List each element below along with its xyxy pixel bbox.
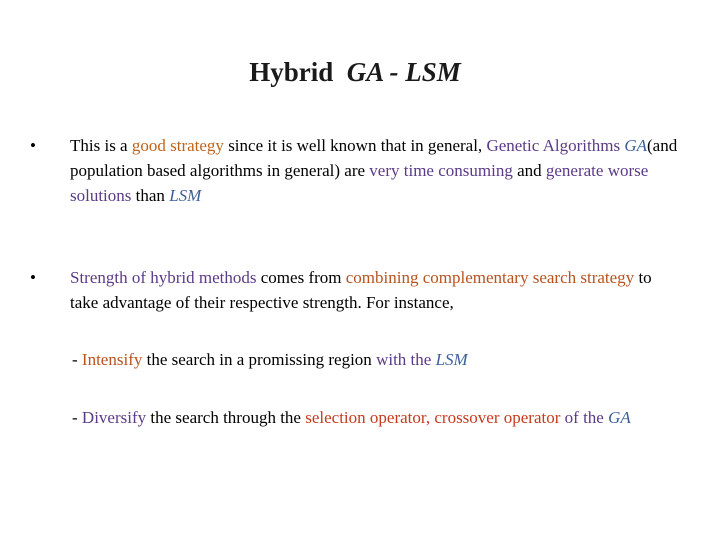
text-run: comes from [256, 268, 346, 287]
text-run: Genetic Algorithms [486, 136, 625, 155]
text-run: LSM [435, 350, 468, 369]
text-run: Diversify [81, 408, 147, 427]
text-run: (and population based algorithms in general) are [70, 136, 678, 180]
subitem-text [72, 347, 468, 372]
bullet-ga-strategy [30, 133, 680, 208]
text-run: good strategy [131, 136, 224, 155]
text-run: the search in a promissing region [142, 350, 377, 369]
text-run: very time consuming [369, 161, 513, 180]
text-run: Intensify [81, 350, 143, 369]
title-emphasis: GA - LSM [346, 57, 461, 87]
text-run: the search through the [146, 408, 306, 427]
text-run: GA [624, 136, 647, 155]
bullet-hybrid-strength [30, 265, 680, 315]
subitem-diversify [72, 405, 682, 430]
text-run: with the [376, 350, 436, 369]
subitem-intensify [72, 347, 682, 372]
title-main: Hybrid [249, 57, 334, 87]
text-run: combining complementary search strategy [345, 268, 635, 287]
text-run: - [72, 408, 82, 427]
text-run: This is a [70, 136, 132, 155]
bullet-text [70, 133, 680, 208]
text-run: Strength of hybrid methods [70, 268, 257, 287]
bullet-dot-icon: • [30, 268, 36, 287]
text-run: selection operator, crossover operator [305, 408, 561, 427]
text-run: and [512, 161, 546, 180]
text-run: - [72, 350, 82, 369]
text-run: to take advantage of their respective strength. For instance, [70, 268, 652, 312]
text-run: generate worse solutions [70, 161, 649, 205]
text-run: of the [560, 408, 609, 427]
bullet-text [70, 265, 680, 315]
text-run: since it is well known that in general, [223, 136, 487, 155]
text-run: LSM [169, 186, 202, 205]
subitem-text [72, 405, 631, 430]
bullet-dot-icon: • [30, 136, 36, 155]
slide-title [0, 57, 710, 88]
text-run: GA [608, 408, 631, 427]
text-run: than [131, 186, 170, 205]
